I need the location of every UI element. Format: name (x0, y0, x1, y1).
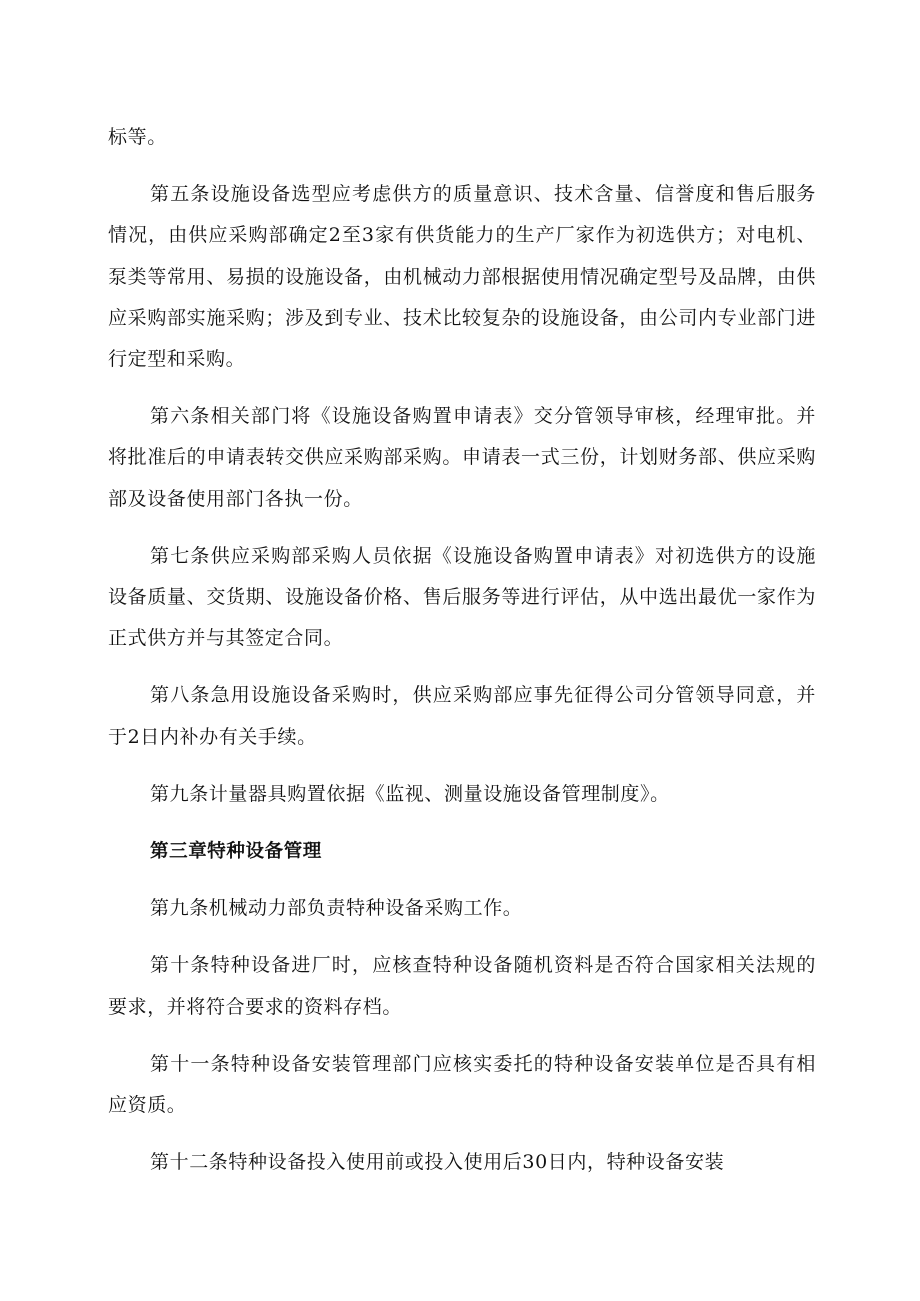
paragraph-article-9-special: 第九条机械动力部负责特种设备采购工作。 (150, 897, 523, 920)
paragraph-article-9-metering: 第九条计量器具购置依据《监视、测量设施设备管理制度》。 (150, 782, 670, 805)
document-body (108, 117, 816, 1183)
paragraph-article-5: 第五条设施设备选型应考虑供方的质量意识、技术含量、信誉度和售后服务情况，由供应采购部确定2至3家有供货能力的生产厂家作为初选供方；对电机、泵类等常用、易损的设施设备，由机械动力部根据使用情况确定型号及品牌，由供应采购部实施采购；涉及到专业、技术比较复杂的设施设备，由公司内专业部门进行定型和采购。 (108, 183, 816, 371)
chapter-heading: 第三章特种设备管理 (150, 841, 322, 863)
paragraph-article-10: 第十条特种设备进厂时，应核查特种设备随机资料是否符合国家相关法规的要求，并将符合要求的资料存档。 (108, 954, 816, 1018)
paragraph-article-7: 第七条供应采购部采购人员依据《设施设备购置申请表》对初选供方的设施设备质量、交货期、设施设备价格、售后服务等进行评估，从中选出最优一家作为正式供方并与其签定合同。 (108, 544, 816, 650)
paragraph-article-11: 第十一条特种设备安装管理部门应核实委托的特种设备安装单位是否具有相应资质。 (108, 1052, 816, 1117)
paragraph-article-8: 第八条急用设施设备采购时，供应采购部应事先征得公司分管领导同意，并于2日内补办有关手续。 (108, 684, 816, 748)
paragraph-article-12: 第十二条特种设备投入使用前或投入使用后30日内，特种设备安装 (150, 1151, 725, 1174)
paragraph-continuation: 标等。 (108, 126, 167, 148)
paragraph-article-6: 第六条相关部门将《设施设备购置申请表》交分管领导审核，经理审批。并将批准后的申请表转交供应采购部采购。申请表一式三份，计划财务部、供应采购部及设备使用部门各执一份。 (108, 405, 816, 510)
